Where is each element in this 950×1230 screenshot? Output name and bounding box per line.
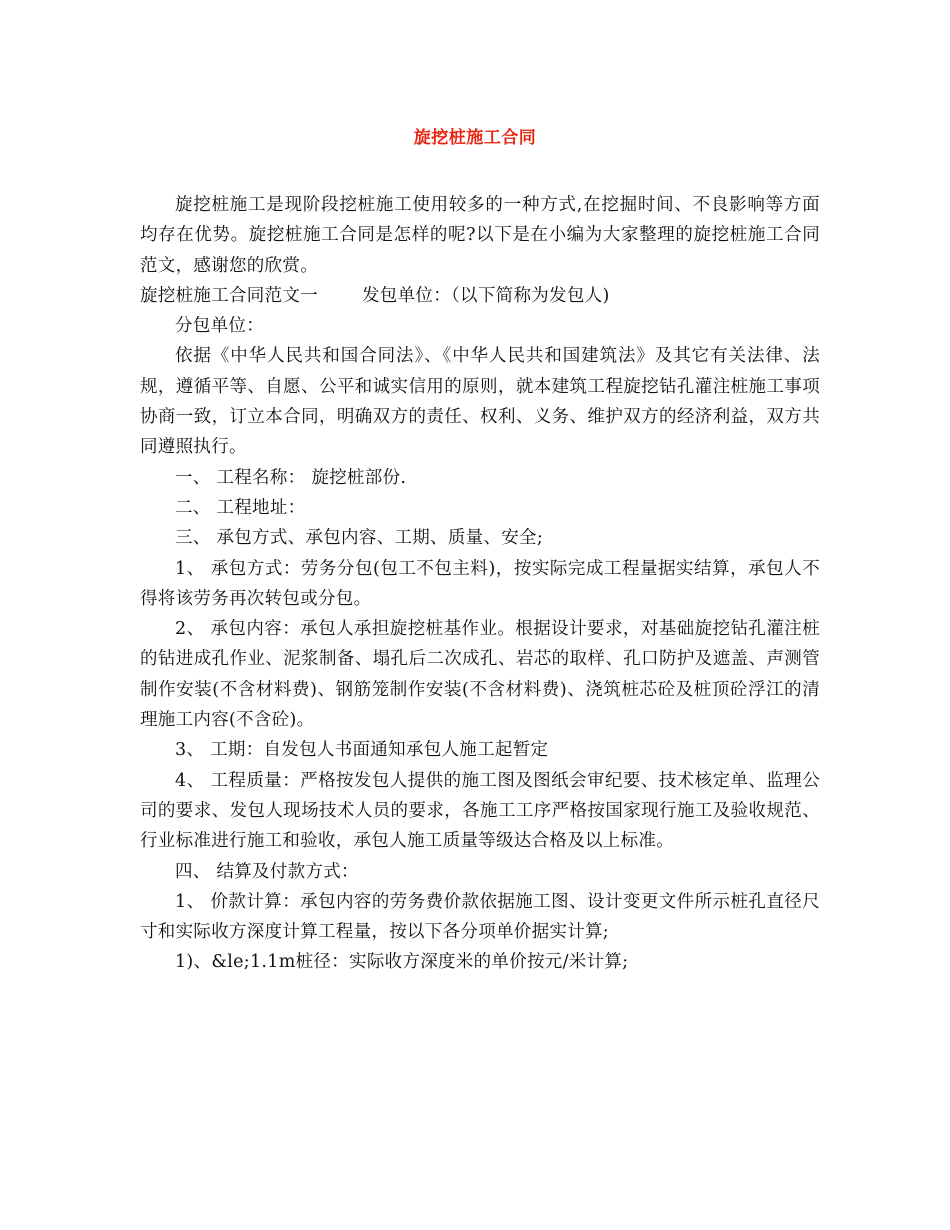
- document-title: 旋挖桩施工合同: [413, 128, 537, 148]
- clause-contract-scope: 2、 承包内容：承包人承担旋挖桩基作业。根据设计要求，对基础旋挖钻孔灌注桩的钻进成孔作业、泥浆制备、塌孔后二次成孔、岩芯的取样、孔口防护及遮盖、声测管制作安装(不含材料费)、钢筋笼制作安装(不含材料费)、浇筑桩芯砼及桩顶砼浮江的清理施工内容(不含砼)。: [140, 619, 820, 731]
- clause-project-address: 二、 工程地址：: [175, 497, 306, 518]
- clause-schedule: 3、 工期：自发包人书面通知承包人施工起暂定: [175, 740, 549, 761]
- clause-contract-terms: 三、 承包方式、承包内容、工期、质量、安全;: [175, 528, 544, 549]
- subcontractor-line: 分包单位：: [175, 316, 264, 337]
- clause-settlement: 四、 结算及付款方式：: [175, 861, 359, 882]
- clause-contract-method: 1、 承包方式：劳务分包(包工不包主料)，按实际完成工程量据实结算，承包人不得将该劳务再次转包或分包。: [140, 558, 820, 609]
- document-body: [140, 190, 820, 978]
- clause-unit-price: 1)、&le;1.1m桩径：实际收方深度米的单价按元/米计算;: [175, 952, 629, 973]
- preamble-paragraph: 依据《中华人民共和国合同法》、《中华人民共和国建筑法》及其它有关法律、法规，遵循平等、自愿、公平和诚实信用的原则，就本建筑工程旋挖钻孔灌注桩施工事项协商一致，订立本合同，明确双方的责任、权利、义务、维护双方的经济利益，双方共同遵照执行。: [140, 346, 820, 458]
- intro-paragraph: 旋挖桩施工是现阶段挖桩施工使用较多的一种方式,在挖掘时间、不良影响等方面均存在优势。旋挖桩施工合同是怎样的呢?以下是在小编为大家整理的旋挖桩施工合同范文，感谢您的欣赏。: [140, 195, 820, 276]
- employer-line: 发包单位：（以下简称为发包人): [362, 285, 610, 306]
- clause-project-name: 一、 工程名称： 旋挖桩部份.: [175, 467, 407, 488]
- sample-heading: 旋挖桩施工合同范文一: [140, 285, 318, 306]
- clause-quality: 4、 工程质量：严格按发包人提供的施工图及图纸会审纪要、技术核定单、监理公司的要求、发包人现场技术人员的要求，各施工工序严格按国家现行施工及验收规范、行业标准进行施工和验收，承包人施工质量等级达合格及以上标准。: [140, 770, 820, 852]
- sample-heading-line: [140, 281, 820, 311]
- clause-price-calculation: 1、 价款计算：承包内容的劳务费价款依据施工图、设计变更文件所示桩孔直径尺寸和实际收方深度计算工程量，按以下各分项单价据实计算;: [140, 891, 820, 943]
